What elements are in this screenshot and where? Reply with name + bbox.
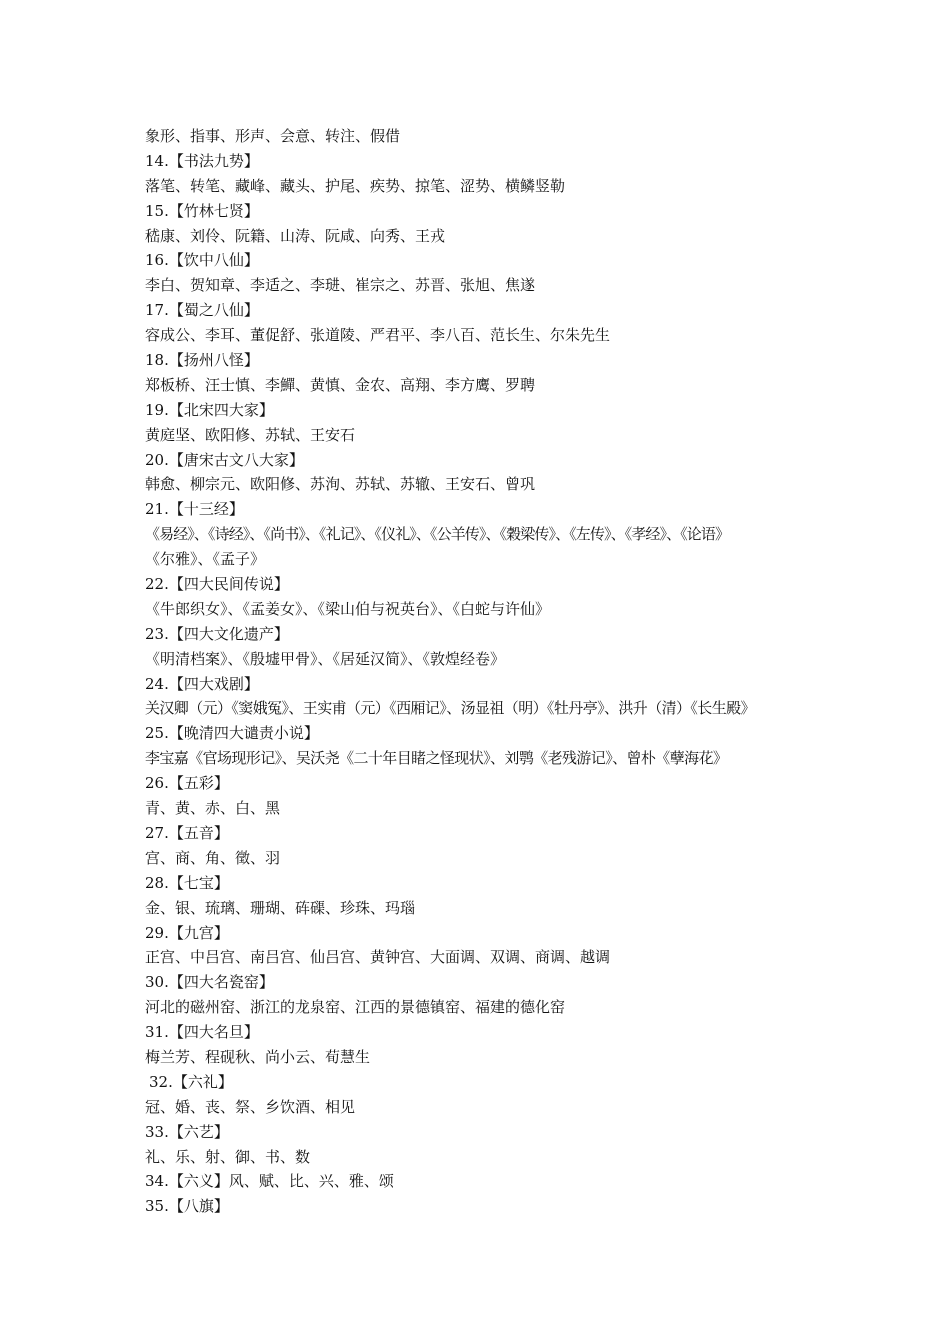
text-line: 金、银、琉璃、珊瑚、砗磲、珍珠、玛瑙	[145, 898, 416, 917]
section-heading: 16.【饮中八仙】	[145, 251, 259, 270]
text-line: 李白、贺知章、李适之、李琎、崔宗之、苏晋、张旭、焦遂	[145, 276, 536, 295]
text-line: 关汉卿（元）《窦娥冤》、王实甫（元）《西厢记》、汤显祖（明）《牡丹亭》、洪升（清）《长生殿》	[145, 699, 755, 718]
section-heading: 20.【唐宋古文八大家】	[145, 450, 304, 469]
text-line: 郑板桥、汪士慎、李鱓、黄慎、金农、高翔、李方鹰、罗聘	[145, 375, 536, 394]
section-heading: 28.【七宝】	[145, 873, 229, 892]
section-heading: 31.【四大名旦】	[145, 1023, 259, 1042]
section-heading: 21.【十三经】	[145, 500, 244, 519]
text-line: 嵇康、刘伶、阮籍、山涛、阮咸、向秀、王戎	[145, 226, 446, 245]
text-line: 《尔雅》、《孟子》	[145, 550, 266, 569]
section-heading: 25.【晚清四大谴责小说】	[145, 724, 319, 743]
text-line: 韩愈、柳宗元、欧阳修、苏洵、苏轼、苏辙、王安石、曾巩	[145, 475, 536, 494]
text-line: 冠、婚、丧、祭、乡饮酒、相见	[145, 1097, 356, 1116]
section-heading: 24.【四大戏剧】	[145, 674, 259, 693]
text-line: 李宝嘉《官场现形记》、吴沃尧《二十年目睹之怪现状》、刘鹗《老残游记》、曾朴《孽海花》	[145, 749, 728, 768]
text-line: 容成公、李耳、董促舒、张道陵、严君平、李八百、范长生、尔朱先生	[145, 326, 611, 345]
section-heading: 23.【四大文化遗产】	[145, 624, 289, 643]
text-line: 象形、指事、形声、会意、转注、假借	[145, 127, 401, 145]
text-line: 河北的磁州窑、浙江的龙泉窑、江西的景德镇窑、福建的德化窑	[145, 998, 566, 1017]
section-heading: 30.【四大名瓷窑】	[145, 973, 274, 992]
text-line: 落笔、转笔、藏峰、藏头、护尾、疾势、掠笔、涩势、横鳞竖勒	[145, 176, 566, 195]
section-heading: 32.【六礼】	[149, 1072, 233, 1091]
section-heading: 19.【北宋四大家】	[145, 400, 274, 419]
section-heading: 26.【五彩】	[145, 774, 229, 793]
text-line: 《易经》、《诗经》、《尚书》、《礼记》、《仪礼》、《公羊传》、《穀梁传》、《左传》、《孝经》、《论语》	[145, 525, 730, 544]
text-line: 礼、乐、射、御、书、数	[145, 1147, 311, 1166]
section-heading: 29.【九宫】	[145, 923, 229, 942]
document-body	[145, 124, 815, 1219]
text-line: 《牛郎织女》、《孟姜女》、《梁山伯与祝英台》、《白蛇与许仙》	[145, 599, 551, 618]
text-line: 《明清档案》、《殷墟甲骨》、《居延汉简》、《敦煌经卷》	[145, 649, 506, 668]
section-heading: 14.【书法九势】	[145, 151, 259, 170]
section-heading: 35.【八旗】	[145, 1197, 229, 1216]
text-line: 青、黄、赤、白、黑	[145, 799, 281, 818]
section-heading: 15.【竹林七贤】	[145, 201, 259, 220]
section-heading: 18.【扬州八怪】	[145, 351, 259, 370]
section-heading: 34.【六义】风、赋、比、兴、雅、颂	[145, 1172, 394, 1191]
text-line: 梅兰芳、程砚秋、尚小云、荀慧生	[145, 1047, 371, 1066]
section-heading: 27.【五音】	[145, 823, 229, 842]
text-line: 宫、商、角、徵、羽	[145, 848, 281, 867]
text-line: 黄庭坚、欧阳修、苏轼、王安石	[145, 425, 356, 444]
section-heading: 17.【蜀之八仙】	[145, 301, 259, 320]
section-heading: 22.【四大民间传说】	[145, 575, 289, 594]
text-line: 正宫、中吕宫、南吕宫、仙吕宫、黄钟宫、大面调、双调、商调、越调	[145, 948, 611, 967]
section-heading: 33.【六艺】	[145, 1122, 229, 1141]
